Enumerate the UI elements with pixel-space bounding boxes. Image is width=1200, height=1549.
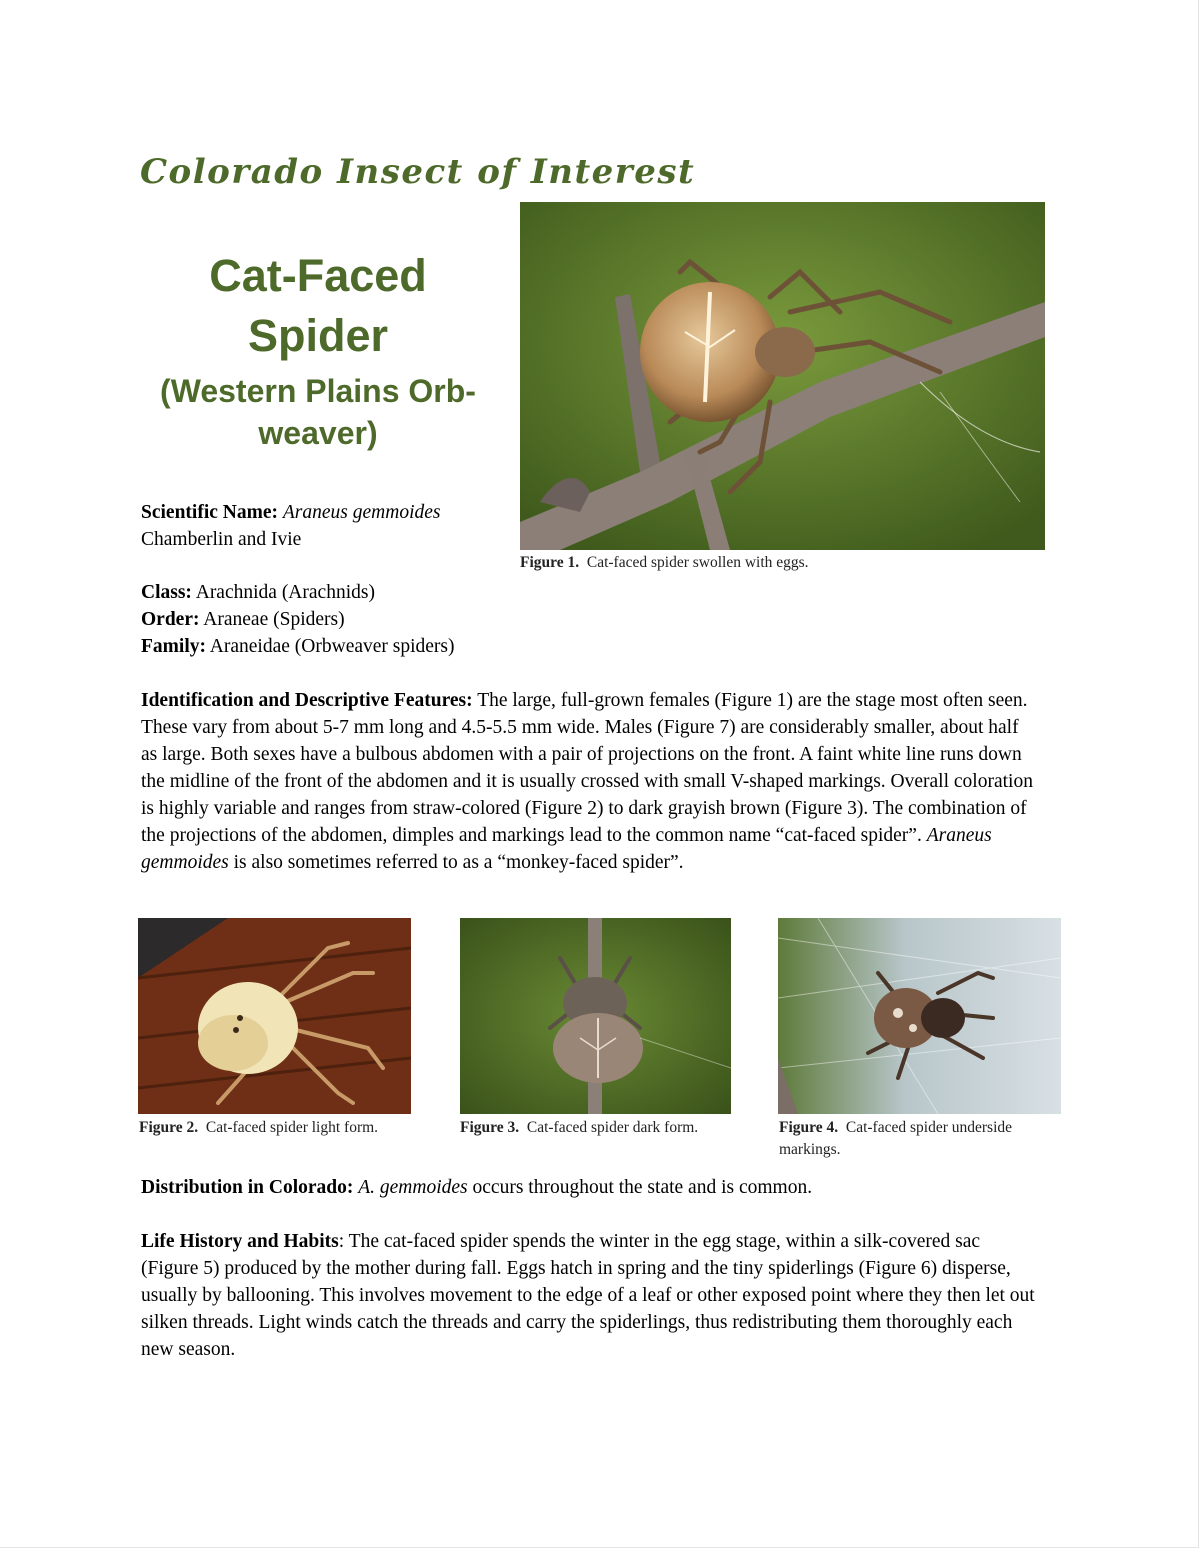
figure-4-caption [779, 1117, 1059, 1161]
figure-4-caption-text: Cat-faced spider underside markings. [779, 1119, 1013, 1158]
figure-1-photo [520, 202, 1045, 550]
figure-2-caption-text: Cat-faced spider light form. [205, 1119, 379, 1136]
figure-1-caption-text: Cat-faced spider swollen with eggs. [586, 554, 809, 571]
figure-2-photo [138, 918, 411, 1114]
series-title: Colorado Insect of Interest [140, 152, 696, 192]
figure-3-label: Figure 3. [460, 1119, 520, 1136]
figure-3-caption-text: Cat-faced spider dark form. [526, 1119, 699, 1136]
identification-species: Araneus gemmoides [141, 825, 992, 873]
identification-text: The large, full-grown females (Figure 1) are the stage most often seen. These vary from about 5-7 mm long and 4.5-5.5 mm wide. Males (Figure 7) are considerably smaller, about half as large. Both sexes have a bulbous abdomen with a pair of projections on the front. A faint white line runs down the midline of the front of the abdomen and it is usually crossed with small V-shaped markings. Overall coloration is highly variable and ranges from straw-colored (Figure 2) to dark grayish brown (Figure 3). The combination of the projections of the abdomen, dimples and markings lead to the common name “cat-faced spider”. [141, 690, 1033, 846]
taxonomy-list [141, 579, 541, 660]
figure-1-caption [520, 552, 1045, 574]
scientific-name-value: Araneus gemmoides [282, 502, 441, 523]
page-subtitle: (Western Plains Orb-weaver) [160, 373, 476, 451]
taxonomy-order [141, 606, 541, 633]
distribution-paragraph [141, 1174, 1039, 1201]
taxonomy-value: Araneae (Spiders) [203, 609, 345, 630]
distribution-species: A. gemmoides [358, 1177, 468, 1198]
taxonomy-class [141, 579, 541, 606]
scientific-name [141, 499, 516, 553]
identification-text-end: is also sometimes referred to as a “monkey-faced spider”. [233, 852, 684, 873]
life-history-paragraph [141, 1228, 1039, 1363]
distribution-text: occurs throughout the state and is common. [472, 1177, 813, 1198]
scientific-name-label: Scientific Name: [141, 502, 278, 523]
life-history-text: : The cat-faced spider spends the winter in the egg stage, within a silk-covered sac (Figure 5) produced by the mother during fall. Eggs hatch in spring and the tiny spiderlings (Figure 6) disperse, usually by ballooning. This involves movement to the edge of a leaf or other exposed point where they then let out silken threads. Light winds catch the threads and carry the spiderlings, thus redistributing them thoroughly each new season. [141, 1231, 1035, 1360]
taxonomy-value: Arachnida (Arachnids) [195, 582, 375, 603]
figure-3-caption [460, 1117, 722, 1139]
figure-2-caption [139, 1117, 401, 1139]
figure-4-label: Figure 4. [779, 1119, 839, 1136]
figure-4-photo [778, 918, 1061, 1114]
figure-2-label: Figure 2. [139, 1119, 199, 1136]
figure-3-photo [460, 918, 731, 1114]
title-block [140, 246, 496, 454]
taxonomy-label: Order: [141, 609, 200, 630]
distribution-label: Distribution in Colorado: [141, 1177, 354, 1198]
identification-paragraph [141, 687, 1039, 876]
taxonomy-family [141, 633, 541, 660]
figure-1-label: Figure 1. [520, 554, 580, 571]
taxonomy-value: Araneidae (Orbweaver spiders) [209, 636, 455, 657]
page-title: Cat-Faced Spider [209, 250, 427, 361]
life-history-label: Life History and Habits [141, 1231, 339, 1252]
identification-label: Identification and Descriptive Features: [141, 690, 473, 711]
taxonomy-label: Class: [141, 582, 192, 603]
taxonomy-label: Family: [141, 636, 206, 657]
scientific-authors: Chamberlin and Ivie [141, 529, 302, 550]
